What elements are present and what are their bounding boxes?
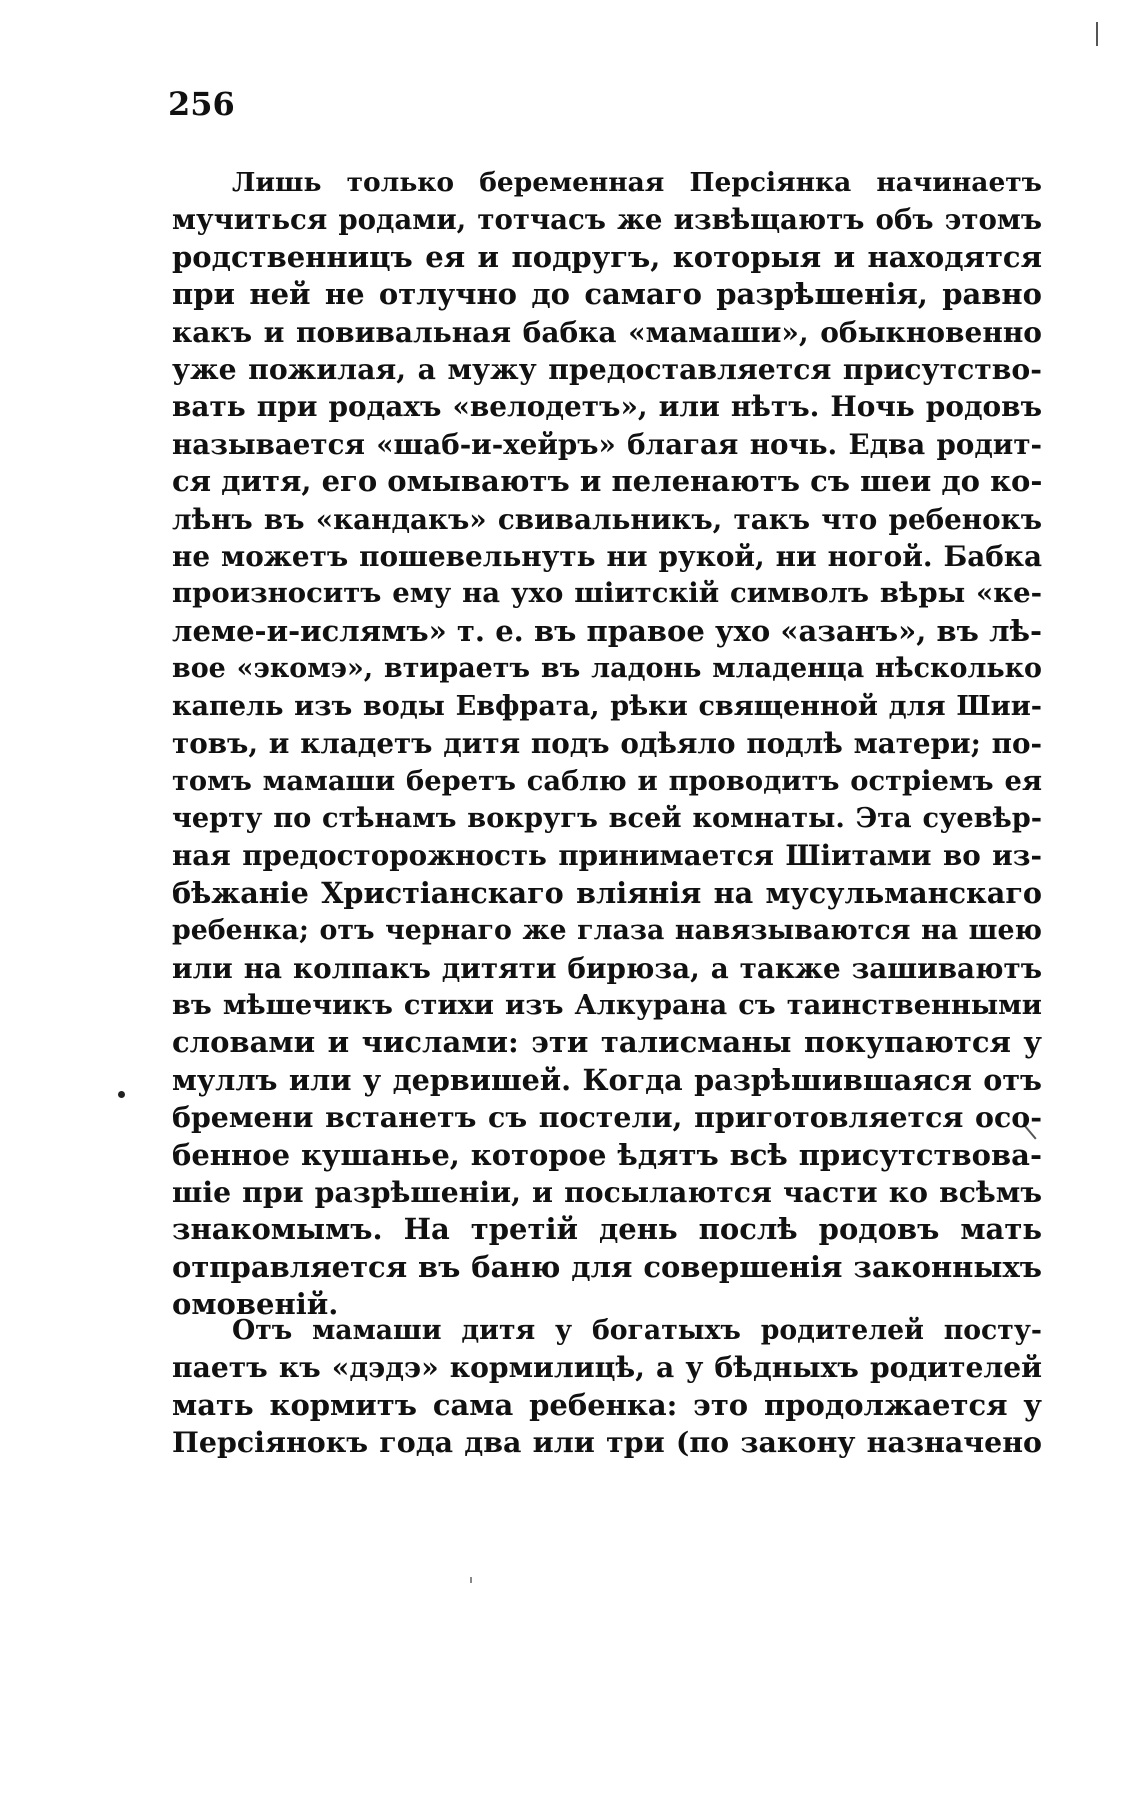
text-line: или на колпакъ дитяти бирюза, а также зашиваютъ xyxy=(172,951,1042,985)
paragraph-1 xyxy=(172,164,1042,1324)
text-line: леме-и-ислямъ» т. е. въ правое ухо «азанъ», въ лѣ- xyxy=(172,613,1042,648)
text-line: въ мѣшечикъ стихи изъ Алкурана съ таинственными xyxy=(172,988,1042,1021)
text-line: лѣнъ въ «кандакъ» свивальникъ, такъ что ребенокъ xyxy=(172,502,1042,536)
text-line: произноситъ ему на ухо шіитскій символъ вѣры «ке- xyxy=(172,577,1042,610)
text-line: бремени встанетъ съ постели, приготовляется осо- xyxy=(172,1100,1042,1135)
text-line: Отъ мамаши дитя у богатыхъ родителей посту- xyxy=(232,1315,1042,1346)
text-line: уже пожилая, а мужу предоставляется присутство- xyxy=(172,352,1042,387)
text-line: омовеній. xyxy=(172,1287,339,1322)
text-line: шіе при разрѣшеніи, и посылаются части ко всѣмъ xyxy=(172,1174,1042,1209)
text-line: не можетъ пошевельнуть ни рукой, ни ногой. Бабка xyxy=(172,540,1042,574)
text-line: вать при родахъ «велодетъ», или нѣтъ. Ночь родовъ xyxy=(172,390,1042,424)
text-line: Лишь только беременная Персіянка начинаетъ xyxy=(232,167,1042,198)
text-line: томъ мамаши беретъ саблю и проводитъ остріемъ ея xyxy=(172,764,1042,797)
scan-artifact-mark xyxy=(1096,22,1098,46)
text-line: ся дитя, его омываютъ и пеленаютъ съ шеи до ко- xyxy=(172,464,1043,499)
text-line: родственницъ ея и подругъ, которыя и находятся xyxy=(172,239,1042,274)
text-line: муллъ или у дервишей. Когда разрѣшившаяся отъ xyxy=(172,1062,1042,1097)
text-line: черту по стѣнамъ вокругъ всей комнаты. Эта суевѣр- xyxy=(172,801,1042,834)
text-line: какъ и повивальная бабка «мамаши», обыкновенно xyxy=(172,315,1042,349)
text-line: Персіянокъ года два или три (по закону назначено xyxy=(172,1425,1042,1460)
text-line: при ней не отлучно до самаго разрѣшенія, равно xyxy=(172,277,1042,312)
text-line: словами и числами: эти талисманы покупаются у xyxy=(172,1025,1042,1060)
text-line: ребенка; отъ чернаго же глаза навязываются на шею xyxy=(172,915,1042,947)
scan-artifact-mark xyxy=(470,1577,472,1583)
text-line: отправляется въ баню для совершенія законныхъ xyxy=(172,1249,1042,1284)
text-line: мать кормитъ сама ребенка: это продолжается у xyxy=(172,1387,1042,1422)
stray-dot-mark xyxy=(118,1091,125,1098)
text-line: называется «шаб-и-хейръ» благая ночь. Едва родит- xyxy=(172,427,1042,461)
text-line: знакомымъ. На третій день послѣ родовъ мать xyxy=(172,1212,1042,1247)
page-number: 256 xyxy=(168,85,235,123)
text-line: капель изъ воды Евфрата, рѣки священной для Шии- xyxy=(172,690,1042,722)
text-line: вое «экомэ», втираетъ въ ладонь младенца нѣсколько xyxy=(172,653,1042,685)
text-line: паетъ къ «дэдэ» кормилицѣ, а у бѣдныхъ родителей xyxy=(172,1351,1042,1385)
paragraph-2 xyxy=(172,1312,1042,1462)
text-line: бѣжаніе Христіанскаго вліянія на мусульманскаго xyxy=(172,875,1042,910)
text-line: ная предосторожность принимается Шіитами во из- xyxy=(172,839,1042,873)
text-line: товъ, и кладетъ дитя подъ одѣяло подлѣ матери; по- xyxy=(172,727,1042,761)
text-line: бенное кушанье, которое ѣдятъ всѣ присутствова- xyxy=(172,1137,1042,1172)
text-line: мучиться родами, тотчасъ же извѣщаютъ объ этомъ xyxy=(172,203,1042,237)
